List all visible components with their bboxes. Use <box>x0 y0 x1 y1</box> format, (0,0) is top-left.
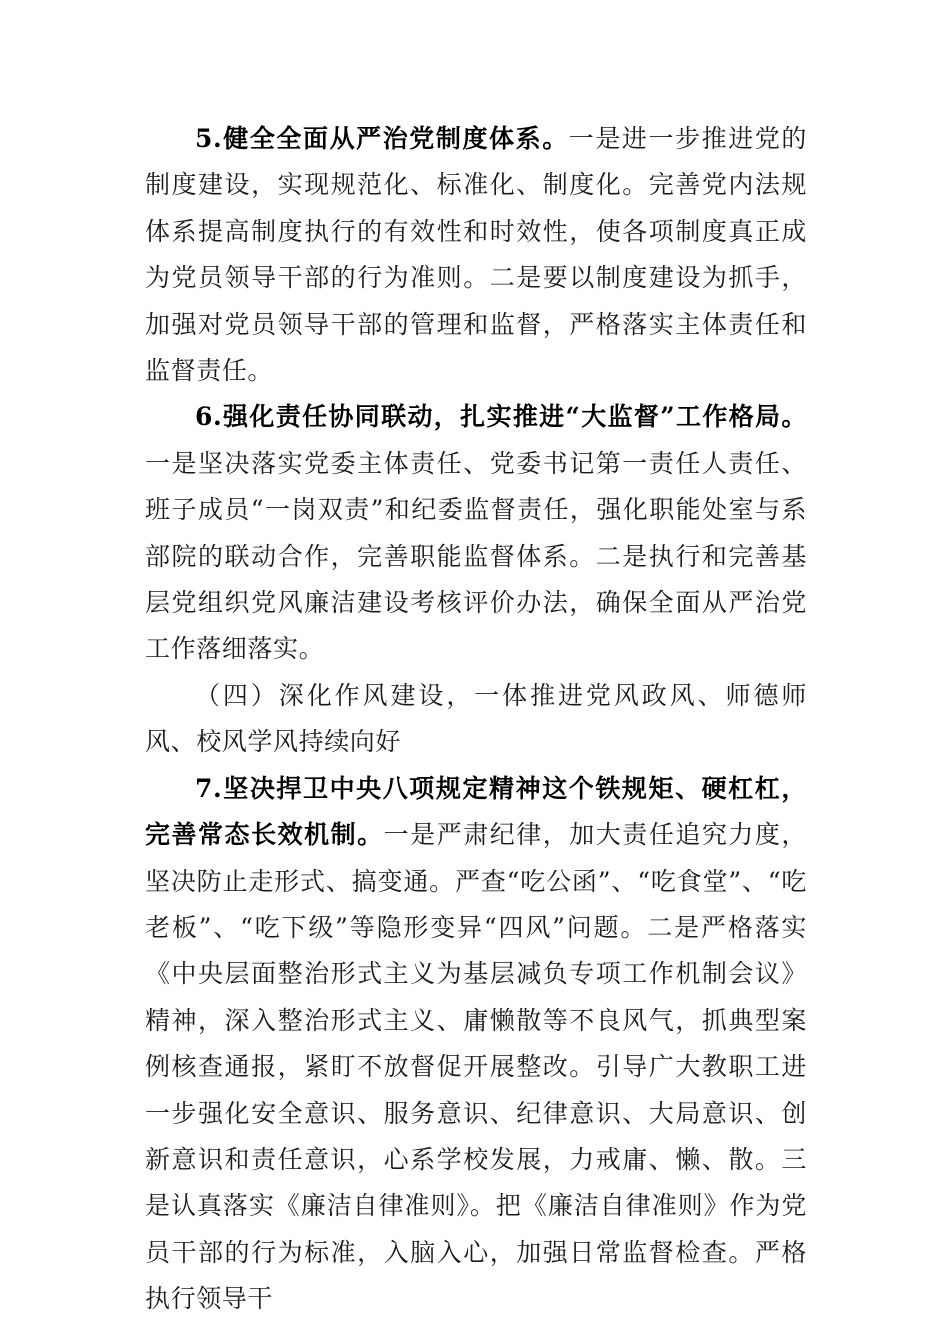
section-heading-4: （四）深化作风建设，一体推进党风政风、师德师风、校风学风持续向好 <box>145 680 807 757</box>
paragraph-6-body: 一是坚决落实党委主体责任、党委书记第一责任人责任、班子成员“一岗双责”和纪委监督责任，强化职能处室与系部院的联动合作，完善职能监督体系。二是执行和完善基层党组织党风廉洁建设考核评价办法，确保全面从严治党工作落细落实。 <box>145 448 807 664</box>
paragraph-5 <box>145 116 807 394</box>
paragraph-7-body: 一是严肃纪律，加大责任追究力度，坚决防止走形式、搞变通。严查“吃公函”、“吃食堂”、“吃老板”、“吃下级”等隐形变异“四风”问题。二是严格落实《中央层面整治形式主义为基层减负专项工作机制会议》精神，深入整治形式主义、庸懒散等不良风气，抓典型案例核查通报，紧盯不放督促开展整改。引导广大教职工进一步强化安全意识、服务意识、纪律意识、大局意识、创新意识和责任意识，心系学校发展，力戒庸、懒、散。三是认真落实《廉洁自律准则》。把《廉洁自律准则》作为党员干部的行为标准，入脑入心，加强日常监督检查。严格执行领导干 <box>145 820 807 1314</box>
paragraph-7-lead: 7.坚决捍卫中央八项规定精神这个铁规矩、硬杠杠，完善常态长效机制。 <box>145 773 807 850</box>
paragraph-6 <box>145 394 807 672</box>
document-page <box>145 116 807 1323</box>
paragraph-6-lead: 6.强化责任协同联动，扎实推进“大监督”工作格局。 <box>195 402 807 432</box>
paragraph-7 <box>145 766 807 1323</box>
paragraph-5-lead: 5.健全全面从严治党制度体系。 <box>195 124 569 153</box>
paragraph-5-body: 一是进一步推进党的制度建设，实现规范化、标准化、制度化。完善党内法规体系提高制度执行的有效性和时效性，使各项制度真正成为党员领导干部的行为准则。二是要以制度建设为抓手，加强对党员领导干部的管理和监督，严格落实主体责任和监督责任。 <box>145 124 807 386</box>
